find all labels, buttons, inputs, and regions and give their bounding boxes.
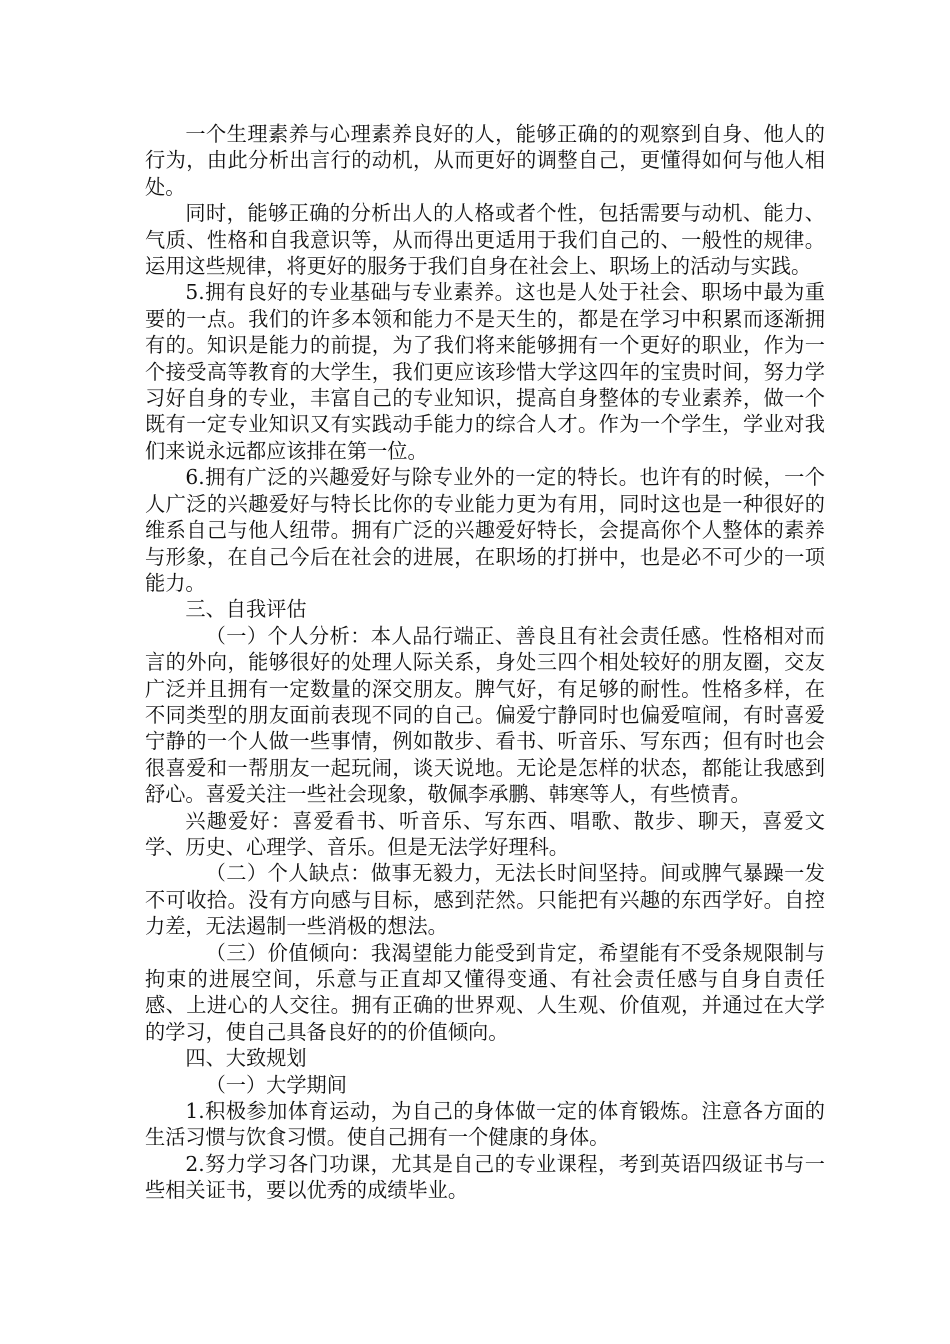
document-body xyxy=(145,121,825,1204)
paragraph: 6.拥有广泛的兴趣爱好与除专业外的一定的特长。也许有的时候，一个人广泛的兴趣爱好与特长比你的专业能力更为有用，同时这也是一种很好的维系自己与他人纽带。拥有广泛的兴趣爱好特长，会提高你个人整体的素养与形象，在自己今后在社会的进展，在职场的打拼中，也是必不可少的一项能力。 xyxy=(145,465,825,595)
paragraph: 兴趣爱好：喜爱看书、听音乐、写东西、唱歌、散步、聊天，喜爱文学、历史、心理学、音乐。但是无法学好理科。 xyxy=(145,808,825,859)
subsection-heading: （一）大学期间 xyxy=(205,1072,347,1097)
paragraph: （三）价值倾向：我渴望能力能受到肯定，希望能有不受条规限制与拘束的进展空间，乐意与正直却又懂得变通、有社会责任感与自身自责任感、上进心的人交往。拥有正确的世界观、人生观、价值观，并通过在大学的学习，使自己具备良好的的价值倾向。 xyxy=(145,940,825,1044)
paragraph: （二）个人缺点：做事无毅力，无法长时间坚持。间或脾气暴躁一发不可收拾。没有方向感与目标，感到茫然。只能把有兴趣的东西学好。自控力差，无法遏制一些消极的想法。 xyxy=(145,861,825,939)
paragraph: 同时，能够正确的分析出人的人格或者个性，包括需要与动机、能力、气质、性格和自我意识等，从而得出更适用于我们自己的、一般性的规律。运用这些规律，将更好的服务于我们自身在社会上、职场上的活动与实践。 xyxy=(145,201,825,279)
paragraph: （一）个人分析：本人品行端正、善良且有社会责任感。性格相对而言的外向，能够很好的处理人际关系，身处三四个相处较好的朋友圈，交友广泛并且拥有一定数量的深交朋友。脾气好，有足够的耐性。性格多样，在不同类型的朋友面前表现不同的自己。偏爱宁静同时也偏爱喧闹，有时喜爱宁静的一个人做一些事情，例如散步、看书、听音乐、写东西；但有时也会很喜爱和一帮朋友一起玩闹，谈天说地。无论是怎样的状态，都能让我感到舒心。喜爱关注一些社会现象，敬佩李承鹏、韩寒等人，有些愤青。 xyxy=(145,623,825,807)
paragraph: 1.积极参加体育运动，为自己的身体做一定的体育锻炼。注意各方面的生活习惯与饮食习惯。使自己拥有一个健康的身体。 xyxy=(145,1099,825,1150)
paragraph: 一个生理素养与心理素养良好的人，能够正确的的观察到自身、他人的行为，由此分析出言行的动机，从而更好的调整自己，更懂得如何与他人相处。 xyxy=(145,122,825,199)
paragraph: 5.拥有良好的专业基础与专业素养。这也是人处于社会、职场中最为重要的一点。我们的许多本领和能力不是天生的，都是在学习中积累而逐渐拥有的。知识是能力的前提，为了我们将来能够拥有一个更好的职业，作为一个接受高等教育的大学生，我们更应该珍惜大学这四年的宝贵时间，努力学习好自身的专业，丰富自己的专业知识，提高自身整体的专业素养，做一个既有一定专业知识又有实践动手能力的综合人才。作为一个学生，学业对我们来说永远都应该排在第一位。 xyxy=(145,280,825,463)
section-heading: 三、自我评估 xyxy=(185,597,307,622)
section-heading: 四、大致规划 xyxy=(185,1046,307,1071)
paragraph: 2.努力学习各门功课，尤其是自己的专业课程，考到英语四级证书与一些相关证书，要以优秀的成绩毕业。 xyxy=(145,1151,825,1203)
